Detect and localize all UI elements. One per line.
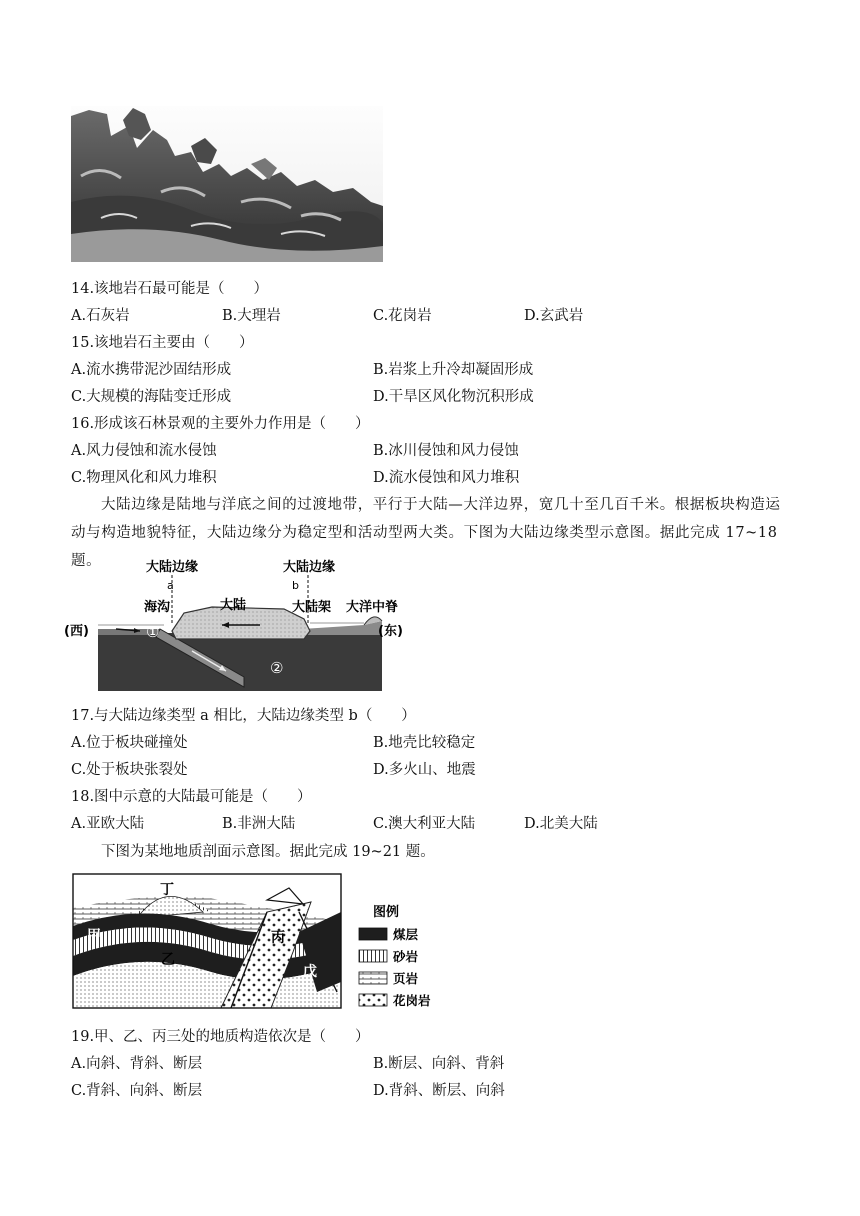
q16-stem: 16.形成该石林景观的主要外力作用是（ ） [71,416,370,432]
q19-stem: 19.甲、乙、丙三处的地质构造依次是（ ） [71,1029,370,1045]
q17-stem: 17.与大陆边缘类型 a 相比，大陆边缘类型 b（ ） [71,708,416,724]
label-ding: 丁 [160,882,174,898]
q16-option-c[interactable]: C.物理风化和风力堆积 [71,470,217,486]
legend-swatch-shale [359,972,387,984]
q19-option-a[interactable]: A.向斜、背斜、断层 [71,1056,203,1072]
passage-continental-margin: 大陆边缘是陆地与洋底之间的过渡地带，平行于大陆—大洋边界，宽几十至几百千米。根据板块构造运动与构造地貌特征，大陆边缘分为稳定型和活动型两大类。下图为大陆边缘类型示意图。据此完成 17~18 题。 [71,497,781,569]
label-east: (东) [378,624,403,639]
passage-geologic-section: 下图为某地地质剖面示意图。据此完成 19~21 题。 [101,844,435,860]
q16-option-b[interactable]: B.冰川侵蚀和风力侵蚀 [373,443,519,459]
label-wu: 戊 [303,964,317,980]
label-yi: 乙 [161,952,175,968]
legend-swatch-sandstone [359,950,387,962]
q16-option-d[interactable]: D.流水侵蚀和风力堆积 [373,470,520,486]
q18-option-d[interactable]: D.北美大陆 [524,816,598,832]
label-circle-1: ① [146,623,160,641]
label-west: (西) [64,624,89,639]
q19-option-b[interactable]: B.断层、向斜、背斜 [373,1056,505,1072]
continental-margin-diagram [64,555,414,693]
label-jia: 甲 [87,928,101,944]
legend-swatch-coal [359,928,387,940]
label-ridge: 大洋中脊 [346,600,399,615]
q15-option-c[interactable]: C.大规模的海陆变迁形成 [71,389,232,405]
q15-stem: 15.该地岩石主要由（ ） [71,335,254,351]
label-b: b [292,579,299,592]
geologic-section-diagram [71,872,441,1012]
q14-stem: 14.该地岩石最可能是（ ） [71,281,269,297]
label-trench: 海沟 [144,600,171,615]
legend-shale: 页岩 [393,971,419,986]
legend-granite: 花岗岩 [393,993,431,1008]
label-bing: 丙 [271,930,285,946]
label-circle-2: ② [270,659,284,677]
q19-option-c[interactable]: C.背斜、向斜、断层 [71,1083,203,1099]
q18-option-b[interactable]: B.非洲大陆 [222,816,296,832]
label-continent: 大陆 [220,598,247,613]
q18-option-c[interactable]: C.澳大利亚大陆 [373,816,476,832]
q17-option-b[interactable]: B.地壳比较稳定 [373,735,476,751]
label-margin-a: 大陆边缘 [146,560,199,575]
q14-option-a[interactable]: A.石灰岩 [71,308,130,324]
q17-option-c[interactable]: C.处于板块张裂处 [71,762,188,778]
label-margin-b: 大陆边缘 [283,560,336,575]
label-shelf: 大陆架 [292,600,332,615]
q16-option-a[interactable]: A.风力侵蚀和流水侵蚀 [71,443,217,459]
q14-option-b[interactable]: B.大理岩 [222,308,281,324]
q14-option-d[interactable]: D.玄武岩 [524,308,584,324]
legend-coal: 煤层 [393,927,419,942]
q18-stem: 18.图中示意的大陆最可能是（ ） [71,789,312,805]
q19-option-d[interactable]: D.背斜、断层、向斜 [373,1083,505,1099]
q15-option-b[interactable]: B.岩浆上升冷却凝固形成 [373,362,534,378]
q18-option-a[interactable]: A.亚欧大陆 [71,816,145,832]
legend-sandstone: 砂岩 [393,949,419,964]
q14-option-c[interactable]: C.花岗岩 [373,308,432,324]
q15-option-a[interactable]: A.流水携带泥沙固结形成 [71,362,232,378]
label-a: a [167,579,174,592]
q17-option-a[interactable]: A.位于板块碰撞处 [71,735,188,751]
q15-option-d[interactable]: D.干旱区风化物沉积形成 [373,389,534,405]
legend-title: 图例 [373,905,400,920]
rock-forest-photo [71,106,383,262]
legend-swatch-granite [359,994,387,1006]
q17-option-d[interactable]: D.多火山、地震 [373,762,476,778]
